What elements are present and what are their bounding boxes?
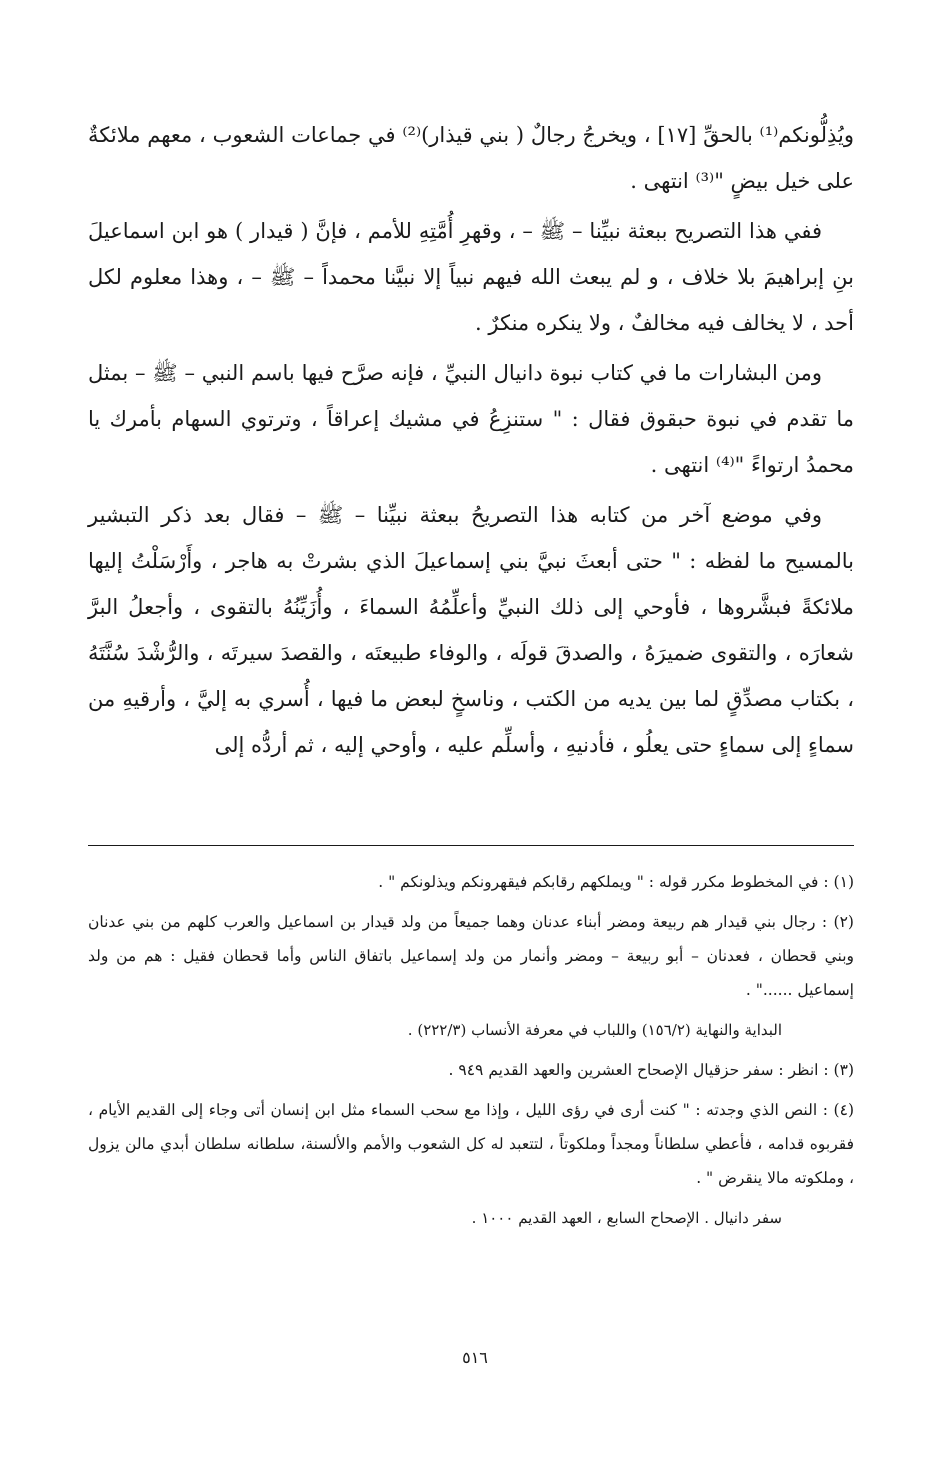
paragraph-3: ومن البشارات ما في كتاب نبوة دانيال النبيِّ ، فإنه صرَّح فيها باسم النبي – ﷺ – بمثل ما تقدم في نبوة حبقوق فقال : " ستنزِعُ في مشيك إعراقاً ، وترتوي السهام بأمرك يا محمدُ ارتواءً "⁽⁴⁾ انتهى .: [88, 361, 854, 477]
footnote-number: (٢): [833, 913, 854, 931]
page-number: ٥١٦: [462, 1348, 488, 1367]
footnotes: [88, 865, 854, 1241]
footnote-text: : في المخطوط مكرر قوله : " ويملكهم رقابكم فيقهرونكم ويذلونكم " .: [378, 873, 829, 891]
paragraph-1: ويُذِلُّونكم⁽¹⁾ بالحقِّ [١٧] ، ويخرجُ رجالٌ ( بني قيذار)⁽²⁾ في جماعات الشعوب ، معهم ملائكةٌ على خيل بيضٍ "⁽³⁾ انتهى .: [88, 123, 854, 193]
paragraph-2: ففي هذا التصريح ببعثة نبيِّنا – ﷺ – ، وقهرِ أُمَّتِهِ للأمم ، فإنَّ ( قيدار ) هو ابن اسماعيلَ بنِ إبراهيمَ بلا خلاف ، و لم يبعث الله فيهم نبياً إلا نبيَّنا محمداً – ﷺ – ، وهذا معلوم لكل أحد ، لا يخالف فيه مخالفٌ ، ولا ينكره منكرٌ .: [88, 219, 854, 335]
footnote-number: (١): [833, 873, 854, 891]
footnote-4: [88, 1093, 854, 1195]
footnote-1: [88, 865, 854, 899]
footnote-4-source: سفر دانيال . الإصحاح السابع ، العهد القديم ١٠٠٠ .: [471, 1209, 782, 1227]
main-text: [88, 112, 854, 768]
footnote-3: [88, 1053, 854, 1087]
footnote-text: : رجال بني قيدار هم ربيعة ومضر أبناء عدنان وهما جميعاً من ولد قيدار بن اسماعيل والعرب كلهم من بني عدنان وبني قحطان ، فعدنان – أبو ربيعة – ومضر وأنمار من ولد إسماعيل باتفاق الناس وأما قحطان فقيل : هم من ولد إسماعيل ......" .: [88, 913, 854, 999]
footnote-number: (٣): [833, 1061, 854, 1079]
footnote-text: : النص الذي وجدته : " كنت أرى في رؤى الليل ، وإذا مع سحب السماء مثل ابن إنسان أتى وجاء إلى القديم الأيام ، فقربوه قدامه ، فأعطي سلطاناً ومجداً وملكوتاً ، لتتعبد له كل الشعوب والأمم والألسنة، سلطانه سلطان أبدي مالن يزول ، وملكوته مالا ينقرض " .: [88, 1101, 854, 1187]
footnote-2: [88, 905, 854, 1007]
footnote-separator: [88, 845, 854, 846]
paragraph-4: وفي موضع آخر من كتابه هذا التصريحُ ببعثة نبيِّنا – ﷺ – فقال بعد ذكر التبشير بالمسيح ما لفظه : " حتى أبعثَ نبيَّ بني إسماعيلَ الذي بشرتْ به هاجر ، وأَرْسَلْتُ إليها ملائكةً فبشَّروها ، فأوحي إلى ذلك النبيِّ وأعلِّمُهُ السماءَ ، وأُزَيِّنُهُ بالتقوى ، وأجعلُ البرَّ شعارَه ، والتقوى ضميرَهُ ، والصدقَ قولَه ، والوفاء طبيعتَه ، والقصدَ سيرتَه ، والرُّشْدَ سُنَّتَهُ ، بكتاب مصدِّقٍ لما بين يديه من الكتب ، وناسخٍ لبعض ما فيها ، أُسري به إليَّ ، وأرقيهِ من سماءٍ إلى سماءٍ حتى يعلُو ، فأدنيهِ ، وأسلِّم عليه ، وأوحي إليه ، ثم أردُّه إلى: [88, 503, 854, 757]
footnote-2-source: البداية والنهاية (١٥٦/٢) واللباب في معرفة الأنساب (٢٢٢/٣) .: [407, 1021, 782, 1039]
footnote-text: : انظر : سفر حزقيال الإصحاح العشرين والعهد القديم ٩٤٩ .: [448, 1061, 829, 1079]
footnote-number: (٤): [833, 1101, 854, 1119]
